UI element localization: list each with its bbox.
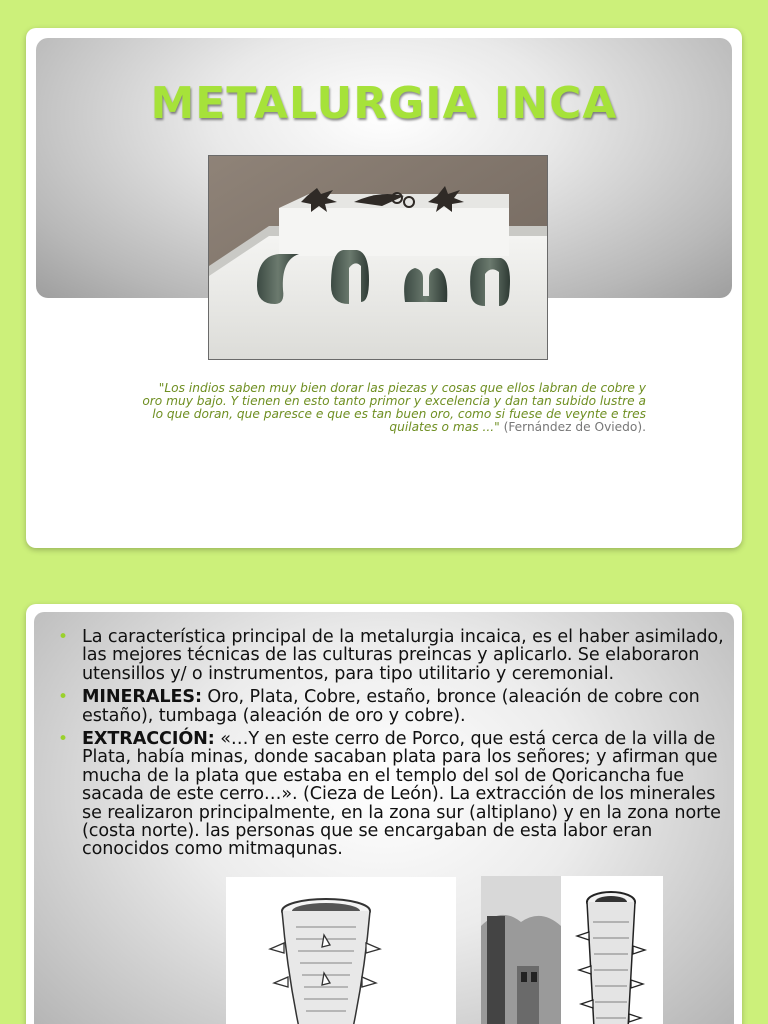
- bullet-dot-icon: •: [58, 729, 68, 750]
- oviedo-quote: [138, 382, 646, 434]
- bullet-item: [52, 628, 732, 683]
- bullet-text: «…Y en este cerro de Porco, que está cerca de la villa de Plata, había minas, donde sacaban plata para los señores; y afirman que mucha de la plata que estaba en el templo del sol de Qoricancha fue sacada de este cerro…». (Cieza de León). La extracción de los minerales se realizaron principalmente, en la zona sur (altiplano) y en la zona norte (costa norte). las personas que se encargaban de esta labor eran conocidos como mitmaqunas.: [82, 729, 721, 860]
- artifacts-photo-svg: [209, 156, 548, 360]
- slide-2: [26, 604, 742, 1024]
- slide-title: METALURGIA INCA: [150, 78, 618, 129]
- bullet-item: [52, 688, 732, 725]
- quote-text: "Los indios saben muy bien dorar las piezas y cosas que ellos labran de cobre y oro muy bajo. Y tienen en esto tanto primor y excelencia y dan tan subido lustre a lo que doran, que paresce e que es tan buen oro, como si fuese de veynte e tres quilates o mas ...": [142, 381, 646, 434]
- mining-tool-sketch: [226, 877, 456, 1024]
- bullet-item: [52, 730, 732, 859]
- bullet-text: La característica principal de la metalurgia incaica, es el haber asimilado, las mejores técnicas de las culturas preincas y aplicarlo. Se elaboraron utensillos y/ o instrumentos, para tipo utilitario y ceremonial.: [82, 627, 724, 684]
- inca-artifacts-photo: [208, 155, 548, 360]
- bullet-label: MINERALES:: [82, 687, 202, 708]
- mining-tool-sketch-svg: [226, 877, 456, 1024]
- bullet-list: [52, 628, 732, 864]
- bullet-dot-icon: •: [58, 687, 68, 708]
- mining-scene-sketch: [481, 876, 663, 1024]
- slide-1: [26, 28, 742, 548]
- quote-citation: (Fernández de Oviedo).: [503, 420, 646, 434]
- bullet-dot-icon: •: [58, 627, 68, 647]
- mining-scene-sketch-svg: [481, 876, 663, 1024]
- bullet-label: EXTRACCIÓN:: [82, 729, 215, 750]
- bullet-text: Oro, Plata, Cobre, estaño, bronce (aleación de cobre con estaño), tumbaga (aleación de oro y cobre).: [82, 687, 700, 726]
